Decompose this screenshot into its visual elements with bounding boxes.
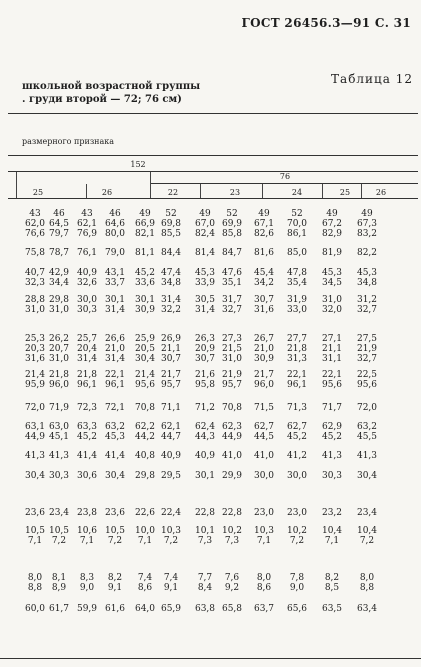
table-cell: 82,2: [356, 248, 378, 258]
table-cell: 78,7: [48, 248, 70, 258]
table-cell: 81,1: [134, 248, 156, 258]
table-cell: 70,8: [221, 403, 243, 413]
table-cell: 22,1 96,1: [286, 370, 308, 390]
table-cell: 41,3: [321, 451, 343, 461]
table-cell: 21,4 95,9: [24, 370, 46, 390]
table-cell: 27,7 21,8 31,3: [286, 334, 308, 364]
table-cell: 43 62,0 76,6: [24, 209, 46, 239]
table-cell: 22,1 95,6: [321, 370, 343, 390]
table-cell: 52 70,0 86,1: [286, 209, 308, 239]
table-cell: 21,9 95,7: [221, 370, 243, 390]
table-cell: 84,7: [221, 248, 243, 258]
table-cell: 23,8: [76, 508, 98, 518]
table-cell: 10,6 7,1: [76, 526, 98, 546]
table-cell: 84,4: [160, 248, 182, 258]
column-divider: [322, 184, 323, 198]
table-cell: 63,8: [194, 604, 216, 614]
table-cell: 71,2: [194, 403, 216, 413]
table-row: [20, 209, 416, 239]
table-cell: 30,4: [24, 471, 46, 481]
table-cell: 25,9 20,5 30,4: [134, 334, 156, 364]
table-cell: 10,4 7,1: [321, 526, 343, 546]
subtitle-line: школьной возрастной группы: [22, 81, 201, 92]
table-cell: 8,2 9,1: [107, 573, 123, 593]
table-cell: 40,9 32,6: [76, 268, 98, 288]
table-cell: 71,5: [253, 403, 275, 413]
table-cell: 30,7 31,6: [253, 295, 275, 315]
table-cell: 71,9: [48, 403, 70, 413]
table-cell: 72,0: [356, 403, 378, 413]
table-cell: 22,1 96,1: [104, 370, 126, 390]
table-cell: 40,7 32,3: [24, 268, 46, 288]
table-cell: 40,9: [160, 451, 182, 461]
table-cell: 29,8: [134, 471, 156, 481]
table-cell: 29,5: [160, 471, 182, 481]
header-rule: [8, 113, 418, 114]
table-cell: 30,4: [356, 471, 378, 481]
table-cell: 81,6: [253, 248, 275, 258]
table-cell: 8,2 8,5: [324, 573, 340, 593]
table-cell: 22,5 95,6: [356, 370, 378, 390]
table-cell: 72,3: [76, 403, 98, 413]
table-cell: 63,7: [253, 604, 275, 614]
table-cell: 31,9 33,0: [286, 295, 308, 315]
table-row: [20, 573, 416, 603]
table-row: [20, 471, 416, 501]
table-cell: 30,3: [48, 471, 70, 481]
table-row: [20, 334, 416, 364]
column-divider: [150, 172, 151, 198]
table-cell: 62,2 44,2: [134, 422, 156, 442]
table-cell: 10,2 7,2: [286, 526, 308, 546]
table-cell: 8,0 8,8: [27, 573, 43, 593]
column-divider: [86, 184, 87, 198]
table-cell: 22,8: [221, 508, 243, 518]
table-cell: 30,6: [76, 471, 98, 481]
table-cell: 27,1 21,1 31,1: [321, 334, 343, 364]
table-cell: 23,2: [321, 508, 343, 518]
table-cell: 62,9 45,2: [321, 422, 343, 442]
page-header: ГОСТ 26456.3—91 С. 31: [241, 16, 411, 30]
table-cell: 81,9: [321, 248, 343, 258]
table-cell: 27,3 21,5 31,0: [221, 334, 243, 364]
table-row: [20, 526, 416, 556]
table-cell: 21,8 96,1: [76, 370, 98, 390]
col-header: 26: [101, 188, 113, 197]
column-divider: [16, 172, 17, 198]
header-rule: [150, 183, 418, 184]
table-cell: 30,4: [104, 471, 126, 481]
table-cell: 31,0 32,0: [321, 295, 343, 315]
table-cell: 41,2: [286, 451, 308, 461]
table-cell: 79,0: [104, 248, 126, 258]
table-cell: 75,8: [24, 248, 46, 258]
table-cell: 63,5: [321, 604, 343, 614]
table-cell: 85,0: [286, 248, 308, 258]
table-cell: 10,5 7,1: [24, 526, 46, 546]
table-cell: 21,6 95,8: [194, 370, 216, 390]
table-cell: 10,3 7,1: [253, 526, 275, 546]
table-cell: 30,1 31,4: [104, 295, 126, 315]
table-cell: 22,4: [160, 508, 182, 518]
table-cell: 47,8 35,4: [286, 268, 308, 288]
table-cell: 26,2 20,7 31,0: [48, 334, 70, 364]
table-cell: 23,0: [286, 508, 308, 518]
table-cell: 49 67,2 82,9: [321, 209, 343, 239]
column-divider: [361, 184, 362, 198]
column-divider: [200, 184, 201, 198]
table-cell: 31,4 32,2: [160, 295, 182, 315]
table-cell: 41,0: [221, 451, 243, 461]
table-cell: 72,1: [104, 403, 126, 413]
table-cell: 45,3 33,9: [194, 268, 216, 288]
table-cell: 21,7 96,0: [253, 370, 275, 390]
table-cell: 63,0 45,1: [48, 422, 70, 442]
table-cell: 41,3: [356, 451, 378, 461]
table-cell: 61,6: [104, 604, 126, 614]
table-cell: 46 64,5 79,7: [48, 209, 70, 239]
table-cell: 41,3: [24, 451, 46, 461]
table-title: Таблица 12: [331, 72, 413, 86]
table-cell: 42,9 34,4: [48, 268, 70, 288]
column-note: размерного признака: [22, 137, 115, 146]
table-cell: 52 69,8 85,5: [160, 209, 182, 239]
table-cell: 23,4: [48, 508, 70, 518]
table-cell: 8,0 8,6: [256, 573, 272, 593]
table-cell: 21,7 95,7: [160, 370, 182, 390]
table-cell: 52 69,9 85,8: [221, 209, 243, 239]
header-rule: [8, 198, 418, 199]
table-cell: 62,4 44,3: [194, 422, 216, 442]
table-cell: 43,1 33,7: [104, 268, 126, 288]
table-cell: 41,4: [104, 451, 126, 461]
table-cell: 10,0 7,1: [134, 526, 156, 546]
table-cell: 29,9: [221, 471, 243, 481]
col-header: 23: [229, 188, 241, 197]
table-row: [20, 268, 416, 298]
table-cell: 46 64,6 80,0: [104, 209, 126, 239]
table-cell: 62,3 44,9: [221, 422, 243, 442]
table-cell: 64,0: [134, 604, 156, 614]
table-cell: 45,3 34,8: [356, 268, 378, 288]
table-cell: 8,3 9,0: [79, 573, 95, 593]
col-header: 24: [291, 188, 303, 197]
col-header: 25: [339, 188, 351, 197]
table-cell: 63,2 45,5: [356, 422, 378, 442]
table-cell: 23,0: [253, 508, 275, 518]
table-cell: 27,5 21,9 32,7: [356, 334, 378, 364]
table-row: [20, 604, 416, 634]
table-cell: 45,4 34,2: [253, 268, 275, 288]
table-cell: 21,8 96,0: [48, 370, 70, 390]
group-header-76: 76: [279, 172, 291, 181]
table-cell: 30,5 31,4: [194, 295, 216, 315]
table-cell: 71,7: [321, 403, 343, 413]
table-cell: 49 67,0 82,4: [194, 209, 216, 239]
table-cell: 25,3 20,3 31,6: [24, 334, 46, 364]
table-cell: 62,7 45,2: [286, 422, 308, 442]
table-cell: 10,1 7,3: [194, 526, 216, 546]
table-cell: 41,0: [253, 451, 275, 461]
table-cell: 30,1: [194, 471, 216, 481]
table-cell: 7,4 9,1: [163, 573, 179, 593]
table-cell: 63,2 45,3: [104, 422, 126, 442]
table-cell: 71,1: [160, 403, 182, 413]
group-header-152: 152: [130, 160, 146, 169]
table-cell: 7,8 9,0: [289, 573, 305, 593]
table-row: [20, 370, 416, 400]
table-cell: 30,0 30,3: [76, 295, 98, 315]
table-cell: 22,6: [134, 508, 156, 518]
table-cell: 26,9 21,1 30,7: [160, 334, 182, 364]
table-cell: 61,7: [48, 604, 70, 614]
table-cell: 30,3: [321, 471, 343, 481]
table-cell: 43 62,1 76,9: [76, 209, 98, 239]
table-cell: 65,6: [286, 604, 308, 614]
table-cell: 71,3: [286, 403, 308, 413]
table-cell: 26,6 21,0 31,4: [104, 334, 126, 364]
table-cell: 7,7 8,4: [197, 573, 213, 593]
table-cell: 70,8: [134, 403, 156, 413]
table-cell: 23,4: [356, 508, 378, 518]
table-cell: 40,8: [134, 451, 156, 461]
table-cell: 28,8 31,0: [24, 295, 46, 315]
table-cell: 10,2 7,3: [221, 526, 243, 546]
table-cell: 26,7 21,0 30,9: [253, 334, 275, 364]
table-cell: 65,8: [221, 604, 243, 614]
table-cell: 49 67,3 83,2: [356, 209, 378, 239]
table-cell: 26,3 20,9 30,7: [194, 334, 216, 364]
table-cell: 10,4 7,2: [356, 526, 378, 546]
table-cell: 63,1 44,9: [24, 422, 46, 442]
table-cell: 81,4: [194, 248, 216, 258]
col-header: 22: [167, 188, 179, 197]
table-cell: 72,0: [24, 403, 46, 413]
header-rule: [8, 171, 418, 172]
col-header: 25: [32, 188, 44, 197]
table-cell: 30,1 30,9: [134, 295, 156, 315]
table-cell: 23,6: [24, 508, 46, 518]
bottom-rule: [0, 658, 421, 659]
table-cell: 49 67,1 82,6: [253, 209, 275, 239]
table-cell: 10,5 7,2: [48, 526, 70, 546]
table-row: [20, 295, 416, 325]
table-cell: 21,4 95,6: [134, 370, 156, 390]
table-cell: 63,3 45,2: [76, 422, 98, 442]
table-cell: 7,4 8,6: [137, 573, 153, 593]
column-divider: [262, 184, 263, 198]
table-cell: 29,8 31,0: [48, 295, 70, 315]
table-cell: 47,4 34,8: [160, 268, 182, 288]
table-cell: 76,1: [76, 248, 98, 258]
table-cell: 23,6: [104, 508, 126, 518]
table-cell: 22,8: [194, 508, 216, 518]
table-cell: 40,9: [194, 451, 216, 461]
table-cell: 45,3 34,5: [321, 268, 343, 288]
table-cell: 63,4: [356, 604, 378, 614]
header-rule: [8, 155, 418, 156]
table-cell: 62,7 44,5: [253, 422, 275, 442]
table-cell: 41,4: [76, 451, 98, 461]
subtitle-line: . груди второй — 72; 76 см): [22, 94, 182, 105]
table-cell: 30,0: [253, 471, 275, 481]
table-cell: 7,6 9,2: [224, 573, 240, 593]
table-cell: 41,3: [48, 451, 70, 461]
table-row: [20, 422, 416, 452]
table-cell: 10,3 7,2: [160, 526, 182, 546]
table-cell: 31,2 32,7: [356, 295, 378, 315]
table-cell: 62,1 44,7: [160, 422, 182, 442]
table-cell: 45,2 33,6: [134, 268, 156, 288]
table-cell: 60,0: [24, 604, 46, 614]
table-cell: 25,7 20,4 31,4: [76, 334, 98, 364]
table-cell: 8,1 8,9: [51, 573, 67, 593]
table-cell: 31,7 32,7: [221, 295, 243, 315]
table-cell: 10,5 7,2: [104, 526, 126, 546]
col-header: 26: [375, 188, 387, 197]
table-cell: 8,0 8,8: [359, 573, 375, 593]
table-cell: 65,9: [160, 604, 182, 614]
table-cell: 59,9: [76, 604, 98, 614]
table-cell: 30,0: [286, 471, 308, 481]
table-cell: 47,6 35,1: [221, 268, 243, 288]
table-subtitle: [22, 80, 200, 106]
table-cell: 49 66,9 82,1: [134, 209, 156, 239]
